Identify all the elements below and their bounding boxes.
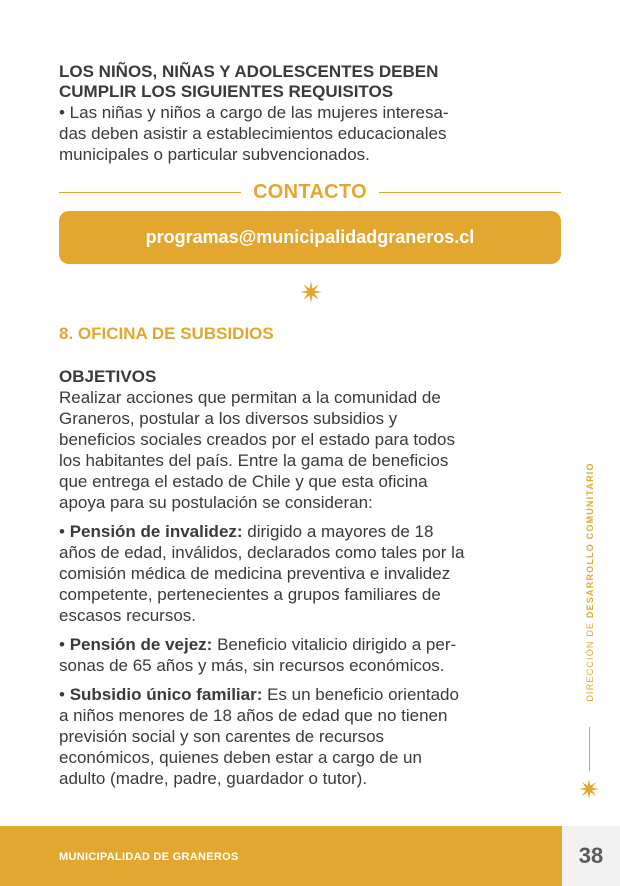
- objectives-block: [59, 367, 564, 797]
- side-divider: [589, 727, 590, 771]
- side-label-prefix: DIRECCIÓN DE: [585, 618, 595, 702]
- requirements-title: [59, 62, 559, 102]
- email-link[interactable]: programas@municipalidadgraneros.cl: [145, 227, 475, 247]
- pension-invalidez-item: • Pensión de invalidez: dirigido a mayores de 18 años de edad, inválidos, declarados como tales por la comisión médica de medicina preventiva e invalidez competente, pertenecientes a grupos familiares de escasos recursos.: [59, 522, 465, 625]
- divider-line: [379, 192, 561, 193]
- pension-vejez-item: • Pensión de vejez: Beneficio vitalicio dirigido a per- sonas de 65 años y más, sin recursos económicos.: [59, 635, 457, 675]
- text-line: • Las niñas y niños a cargo de las mujeres interesa-: [59, 103, 449, 122]
- text-line: municipales o particular subvencionados.: [59, 145, 370, 164]
- text-line: sonas de 65 años y más, sin recursos económicos.: [59, 656, 445, 675]
- text-line: Realizar acciones que permitan a la comunidad de: [59, 388, 441, 407]
- objectives-title: OBJETIVOS: [59, 367, 157, 386]
- text-line: los habitantes del país. Entre la gama de beneficios: [59, 451, 449, 470]
- text-line: a niños menores de 18 años de edad que no tienen: [59, 706, 448, 725]
- item-label: Pensión de invalidez:: [69, 522, 243, 541]
- text-line: económicos, quienes deben estar a cargo de un: [59, 748, 422, 767]
- text-line: competente, pertenecientes a grupos familiares de: [59, 585, 441, 604]
- text-line: que entrega el estado de Chile y que esta oficina: [59, 472, 428, 491]
- text-line: das deben asistir a establecimientos educacionales: [59, 124, 447, 143]
- contact-title: CONTACTO: [253, 180, 367, 203]
- section-title: 8. OFICINA DE SUBSIDIOS: [59, 324, 274, 343]
- text-line: comisión médica de medicina preventiva e invalidez: [59, 564, 451, 583]
- text-line: adulto (madre, padre, guardador o tutor).: [59, 769, 368, 788]
- text-line: escasos recursos.: [59, 606, 196, 625]
- footer-org: MUNICIPALIDAD DE GRANEROS: [59, 851, 239, 863]
- text-line: Es un beneficio orientado: [262, 685, 459, 704]
- requirements-title-line: CUMPLIR LOS SIGUIENTES REQUISITOS: [59, 82, 394, 101]
- star-icon: [299, 280, 323, 304]
- item-label: Subsidio único familiar:: [69, 685, 263, 704]
- footer-bar: [0, 826, 562, 886]
- divider-line: [59, 192, 241, 193]
- requirements-title-line: LOS NIÑOS, NIÑAS Y ADOLESCENTES DEBEN: [59, 62, 439, 81]
- requirements-bullet: [59, 102, 559, 165]
- text-line: previsión social y son carentes de recursos: [59, 727, 385, 746]
- text-line: dirigido a mayores de 18: [242, 522, 434, 541]
- star-icon: [578, 778, 600, 800]
- side-label-emphasis: DESARROLLO COMUNITARIO: [585, 462, 595, 619]
- page-number-box: [562, 826, 620, 886]
- email-box[interactable]: [59, 211, 561, 264]
- text-line: Graneros, postular a los diversos subsidios y: [59, 409, 398, 428]
- text-line: beneficios sociales creados por el estado para todos: [59, 430, 455, 449]
- subsidio-familiar-item: • Subsidio único familiar: Es un beneficio orientado a niños menores de 18 años de edad que no tienen previsión social y son carentes de recursos económicos, quienes deben estar a cargo de un adulto (madre, padre, guardador o tutor).: [59, 685, 459, 788]
- side-label: [585, 462, 595, 701]
- contact-heading-row: [59, 178, 561, 206]
- item-label: Pensión de vejez:: [69, 635, 213, 654]
- text-line: Beneficio vitalicio dirigido a per-: [212, 635, 457, 654]
- text-line: apoya para su postulación se consideran:: [59, 493, 373, 512]
- requirements-block: [59, 62, 559, 165]
- text-line: años de edad, inválidos, declarados como tales por la: [59, 543, 465, 562]
- page-number: 38: [578, 843, 604, 868]
- objectives-paragraph: [59, 387, 564, 513]
